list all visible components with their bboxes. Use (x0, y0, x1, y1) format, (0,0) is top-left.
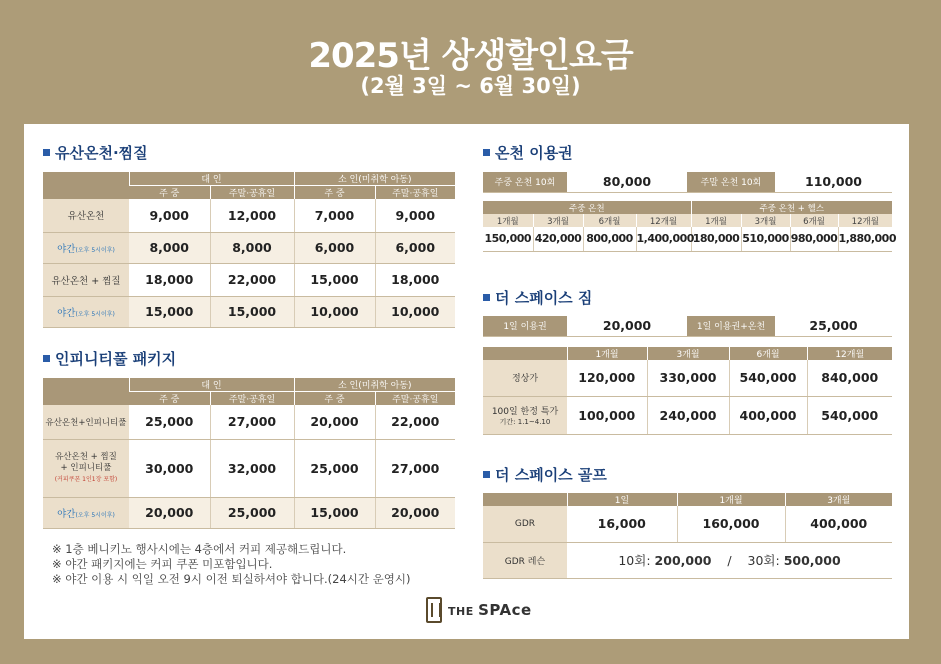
row-label: 유산온천+인피니티풀 (43, 405, 129, 439)
day-pass-spa-value: 25,000 (775, 316, 892, 336)
day-pass-value: 20,000 (567, 316, 687, 336)
price-cell: 420,000 (533, 227, 583, 251)
price-cell: 20,000 (129, 497, 210, 528)
group-weekday-spa: 주중 온천 (483, 201, 691, 214)
table-row (43, 405, 455, 439)
month-header: 3개월 (741, 214, 790, 227)
price-cell: 7,000 (294, 199, 375, 232)
table-row (483, 227, 892, 251)
table-row (43, 497, 455, 528)
lesson-10-label: 10회: (618, 553, 651, 568)
month-header: 1개월 (483, 214, 533, 227)
price-cell: 330,000 (647, 360, 729, 396)
month-header: 12개월 (636, 214, 691, 227)
logo-mark-icon (426, 597, 442, 623)
header-weekend: 주말·공휴일 (375, 186, 455, 200)
price-cell: 30,000 (129, 439, 210, 497)
the-space-logo (426, 597, 532, 623)
price-cell: 540,000 (807, 396, 892, 434)
section-title-gym-text: 더 스페이스 짐 (495, 289, 593, 307)
table-row (43, 199, 455, 232)
row-label (43, 497, 129, 528)
section-title-spa (43, 142, 148, 163)
footnote: ※ 1층 베니키노 행사시에는 4층에서 커피 제공해드립니다. (52, 542, 347, 556)
table-corner (43, 378, 129, 405)
header-weekend: 주말·공휴일 (375, 392, 455, 406)
coffee-coupon-note: (커피쿠폰 1인1장 포함) (54, 475, 118, 483)
row-label: 유산온천 + 찜질 (43, 263, 129, 296)
section-title-golf-text: 더 스페이스 골프 (495, 466, 607, 484)
price-cell: 9,000 (129, 199, 210, 232)
lesson-30-label: 30회: (747, 553, 780, 568)
footnote: ※ 야간 이용 시 익일 오전 9시 이전 퇴실하셔야 합니다.(24시간 운영시) (52, 572, 411, 586)
price-cell: 6,000 (375, 232, 455, 263)
row-label (43, 296, 129, 327)
row-label-note: (오후 5시이후) (75, 511, 115, 519)
section-title-infinity-text: 인피니티풀 패키지 (55, 350, 177, 368)
header-weekday: 주 중 (129, 392, 210, 406)
header-weekend: 주말·공휴일 (210, 186, 294, 200)
price-cell: 15,000 (294, 263, 375, 296)
table-row (43, 439, 455, 497)
weekend-10-label: 주말 온천 10회 (687, 172, 775, 192)
month-header: 6개월 (790, 214, 838, 227)
header-weekday: 주 중 (294, 392, 375, 406)
header-weekday: 주 중 (294, 186, 375, 200)
section-title-spa-text: 유산온천·찜질 (55, 144, 148, 162)
table-row (483, 396, 892, 434)
price-cell: 20,000 (375, 497, 455, 528)
section-title-golf (483, 464, 607, 485)
price-cell: 840,000 (807, 360, 892, 396)
spa-price-table (43, 172, 455, 328)
row-label (43, 439, 129, 497)
month-header: 3개월 (647, 347, 729, 360)
row-label-text: 야간 (57, 508, 76, 520)
lesson-separator: / (727, 553, 732, 568)
row-label-note: (오후 5시이후) (75, 310, 115, 318)
price-cell: 15,000 (129, 296, 210, 327)
month-header: 6개월 (583, 214, 636, 227)
row-label: 유산온천 (43, 199, 129, 232)
price-cell: 6,000 (294, 232, 375, 263)
golf-col-header: 1일 (567, 493, 677, 506)
golf-col-header: 1개월 (677, 493, 785, 506)
price-cell: 27,000 (375, 439, 455, 497)
price-cell: 16,000 (567, 506, 677, 542)
price-cell: 1,880,000 (838, 227, 892, 251)
group-weekday-spa-gym: 주중 온천 + 헬스 (691, 201, 892, 214)
header-adult: 대 인 (129, 172, 294, 186)
day-pass-spa-label: 1일 이용권+온천 (687, 316, 775, 336)
header-child: 소 인(미취학 아동) (294, 378, 455, 392)
infinity-price-table (43, 378, 455, 529)
golf-col-header: 3개월 (785, 493, 892, 506)
logo-text-a: THE (448, 605, 479, 618)
row-label-text: 야간 (57, 307, 76, 319)
row-label: GDR 레슨 (483, 542, 567, 578)
bullet-square-icon (483, 149, 490, 156)
row-label-text: 야간 (57, 243, 76, 255)
page-title: 2025년 상생할인요금 (308, 36, 633, 76)
row-label-line: + 인피니티풀 (60, 462, 112, 473)
table-row (483, 360, 892, 396)
weekday-10-value: 80,000 (567, 172, 687, 192)
day-pass-label: 1일 이용권 (483, 316, 567, 336)
price-cell: 18,000 (129, 263, 210, 296)
price-cell: 540,000 (729, 360, 807, 396)
gym-membership-table (483, 347, 892, 435)
price-cell: 100,000 (567, 396, 647, 434)
price-cell: 8,000 (129, 232, 210, 263)
price-cell: 20,000 (294, 405, 375, 439)
row-label: 정상가 (483, 360, 567, 396)
header-weekday: 주 중 (129, 186, 210, 200)
pass-ten-times-table (483, 172, 892, 193)
table-row (483, 542, 892, 578)
price-cell: 180,000 (691, 227, 741, 251)
price-cell: 160,000 (677, 506, 785, 542)
table-row (43, 232, 455, 263)
row-label (483, 396, 567, 434)
price-cell: 800,000 (583, 227, 636, 251)
price-cell: 25,000 (129, 405, 210, 439)
price-cell: 25,000 (210, 497, 294, 528)
price-cell: 8,000 (210, 232, 294, 263)
lesson-30-value: 500,000 (783, 553, 841, 568)
header-weekend: 주말·공휴일 (210, 392, 294, 406)
price-cell: 510,000 (741, 227, 790, 251)
header-child: 소 인(미취학 아동) (294, 172, 455, 186)
price-cell: 22,000 (375, 405, 455, 439)
gym-day-pass-table (483, 316, 892, 337)
price-cell: 15,000 (294, 497, 375, 528)
row-label-line: 유산온천 + 찜질 (55, 451, 117, 462)
bullet-square-icon (483, 471, 490, 478)
footnote: ※ 야간 패키지에는 커피 쿠폰 미포함입니다. (52, 557, 273, 571)
table-row (483, 506, 892, 542)
price-cell: 400,000 (729, 396, 807, 434)
month-header: 12개월 (838, 214, 892, 227)
table-corner (483, 347, 567, 360)
bullet-square-icon (43, 355, 50, 362)
row-label-text: 100일 한정 특가 (491, 406, 559, 417)
row-label: GDR (483, 506, 567, 542)
price-cell: 10,000 (375, 296, 455, 327)
section-title-pass-text: 온천 이용권 (495, 144, 573, 162)
weekday-10-label: 주중 온천 10회 (483, 172, 567, 192)
table-corner (43, 172, 129, 199)
price-cell: 10,000 (294, 296, 375, 327)
price-cell: 15,000 (210, 296, 294, 327)
price-cell: 18,000 (375, 263, 455, 296)
month-header: 1개월 (691, 214, 741, 227)
price-cell: 980,000 (790, 227, 838, 251)
price-cell: 9,000 (375, 199, 455, 232)
weekend-10-value: 110,000 (775, 172, 892, 192)
row-label-note: (오후 5시이후) (75, 246, 115, 254)
month-header: 1개월 (567, 347, 647, 360)
logo-text (448, 601, 532, 619)
bullet-square-icon (43, 149, 50, 156)
table-row (43, 296, 455, 327)
price-cell: 400,000 (785, 506, 892, 542)
price-cell: 120,000 (567, 360, 647, 396)
table-corner (483, 493, 567, 506)
month-header: 3개월 (533, 214, 583, 227)
section-title-gym (483, 287, 592, 308)
pass-membership-table (483, 201, 896, 252)
price-cell: 240,000 (647, 396, 729, 434)
price-cell: 32,000 (210, 439, 294, 497)
month-header: 12개월 (807, 347, 892, 360)
lesson-price-cell (567, 542, 892, 578)
month-header: 6개월 (729, 347, 807, 360)
page-subtitle: (2월 3일 ~ 6월 30일) (360, 74, 581, 98)
price-cell: 27,000 (210, 405, 294, 439)
price-cell: 25,000 (294, 439, 375, 497)
logo-text-b: SPAce (478, 601, 532, 619)
section-title-infinity (43, 348, 176, 369)
bullet-square-icon (483, 294, 490, 301)
price-cell: 12,000 (210, 199, 294, 232)
golf-price-table (483, 493, 892, 579)
price-cell: 150,000 (483, 227, 533, 251)
lesson-10-value: 200,000 (654, 553, 712, 568)
header-adult: 대 인 (129, 378, 294, 392)
price-cell: 22,000 (210, 263, 294, 296)
price-cell: 1,400,000 (636, 227, 691, 251)
row-label-period: 기간: 1.1~4.10 (499, 417, 551, 426)
section-title-pass (483, 142, 573, 163)
table-row (43, 263, 455, 296)
row-label (43, 232, 129, 263)
